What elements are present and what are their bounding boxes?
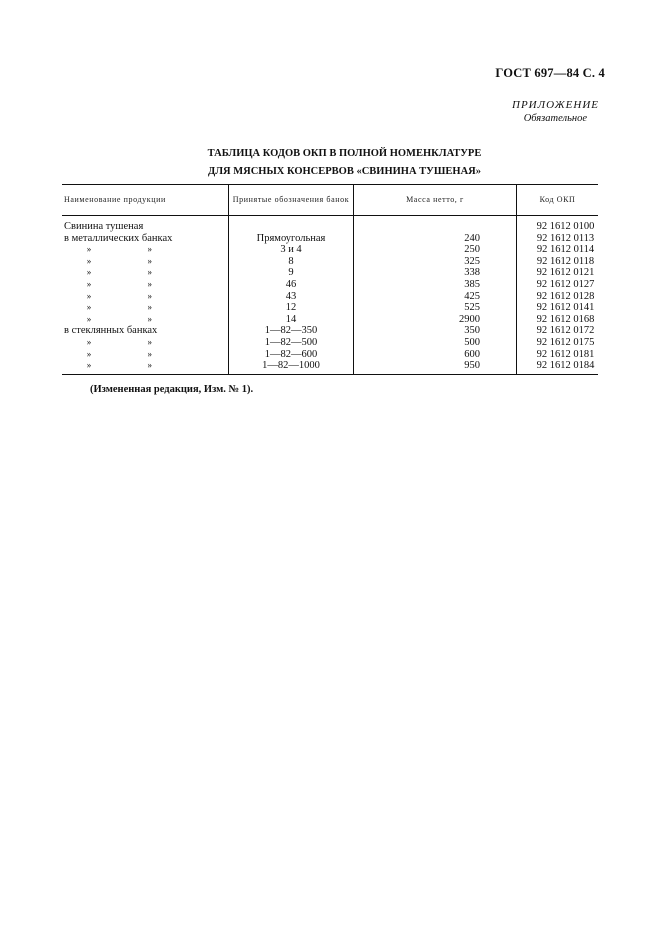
cell-product-name [62, 279, 229, 291]
ditto-mark: » [86, 302, 92, 313]
cell-can-designation: 12 [229, 302, 354, 314]
cell-product-name: в стеклянных банках [64, 325, 158, 337]
table-title-line-1: ТАБЛИЦА КОДОВ ОКП В ПОЛНОЙ НОМЕНКЛАТУРЕ [207, 148, 482, 159]
cell-net-mass: 600 [354, 349, 517, 361]
table-row [62, 325, 598, 337]
cell-net-mass: 240 [354, 233, 517, 245]
ditto-mark: » [147, 360, 152, 371]
cell-can-designation: 46 [229, 279, 354, 291]
cell-net-mass: 425 [354, 291, 517, 303]
ditto-mark: » [86, 290, 92, 301]
cell-net-mass: 350 [354, 325, 517, 337]
table-row [62, 360, 598, 374]
table-row [62, 337, 598, 349]
ditto-mark: » [147, 255, 152, 266]
cell-net-mass: 525 [354, 302, 517, 314]
cell-okp-code: 92 1612 0141 [517, 302, 599, 314]
column-header-okp-code: Код ОКП [517, 185, 599, 216]
cell-net-mass [354, 216, 517, 233]
ditto-mark: » [147, 244, 152, 255]
table-row [62, 291, 598, 303]
ditto-mark: » [86, 267, 92, 278]
cell-product-name [62, 302, 229, 314]
ditto-mark: » [86, 360, 92, 371]
cell-okp-code: 92 1612 0121 [517, 267, 599, 279]
table-row [62, 267, 598, 279]
cell-can-designation: 1—82—600 [229, 349, 354, 361]
cell-okp-code: 92 1612 0168 [517, 314, 599, 326]
cell-can-designation: 1—82—1000 [229, 360, 354, 374]
cell-can-designation: 1—82—500 [229, 337, 354, 349]
cell-okp-code: 92 1612 0172 [517, 325, 599, 337]
cell-net-mass: 250 [354, 244, 517, 256]
cell-net-mass: 325 [354, 256, 517, 268]
cell-okp-code: 92 1612 0127 [517, 279, 599, 291]
cell-okp-code: 92 1612 0100 [517, 216, 599, 233]
table-row [62, 216, 598, 233]
cell-product-name [62, 314, 229, 326]
okp-codes-table [62, 184, 598, 375]
cell-can-designation: 9 [229, 267, 354, 279]
amendment-note: (Измененная редакция, Изм. № 1). [90, 384, 254, 395]
cell-okp-code: 92 1612 0175 [517, 337, 599, 349]
cell-okp-code: 92 1612 0128 [517, 291, 599, 303]
cell-net-mass: 500 [354, 337, 517, 349]
cell-net-mass: 2900 [354, 314, 517, 326]
ditto-mark: » [147, 278, 152, 289]
cell-okp-code: 92 1612 0181 [517, 349, 599, 361]
ditto-mark: » [86, 244, 92, 255]
table-body [62, 216, 598, 375]
cell-okp-code: 92 1612 0118 [517, 256, 599, 268]
table-header-row [62, 185, 598, 216]
cell-product-name [62, 244, 229, 256]
ditto-mark: » [86, 255, 92, 266]
column-header-net-mass: Масса нетто, г [354, 185, 517, 216]
cell-can-designation: 1—82—350 [229, 325, 354, 337]
cell-product-name: Свинина тушеная [64, 221, 144, 232]
cell-net-mass: 338 [354, 267, 517, 279]
table-row [62, 349, 598, 361]
cell-can-designation: 8 [229, 256, 354, 268]
ditto-mark: » [147, 348, 152, 359]
cell-product-name: в металлических банках [64, 232, 173, 244]
cell-product-name [62, 337, 229, 349]
cell-net-mass: 950 [354, 360, 517, 374]
cell-net-mass: 385 [354, 279, 517, 291]
table-row [62, 279, 598, 291]
cell-can-designation: 43 [229, 291, 354, 303]
appendix-subtitle: Обязательное [523, 113, 587, 124]
column-header-product-name: Наименование продукции [62, 185, 229, 216]
cell-okp-code: 92 1612 0114 [517, 244, 599, 256]
ditto-mark: » [86, 348, 92, 359]
cell-product-name [62, 360, 229, 374]
ditto-mark: » [147, 313, 152, 324]
table-row [62, 302, 598, 314]
cell-okp-code: 92 1612 0113 [517, 233, 599, 245]
ditto-mark: » [147, 290, 152, 301]
ditto-mark: » [147, 336, 152, 347]
cell-can-designation [229, 216, 354, 233]
table-title-line-2: ДЛЯ МЯСНЫХ КОНСЕРВОВ «СВИНИНА ТУШЕНАЯ» [207, 166, 482, 177]
table-row [62, 256, 598, 268]
cell-okp-code: 92 1612 0184 [517, 360, 599, 374]
column-header-can-designation: Принятые обозначения банок [229, 185, 354, 216]
table-title [0, 145, 661, 181]
table-row [62, 233, 598, 245]
cell-product-name [62, 267, 229, 279]
appendix-block [512, 99, 599, 125]
cell-can-designation: Прямоугольная [229, 233, 354, 245]
appendix-title: ПРИЛОЖЕНИЕ [512, 99, 599, 111]
cell-can-designation: 14 [229, 314, 354, 326]
cell-can-designation: 3 и 4 [229, 244, 354, 256]
ditto-mark: » [147, 267, 152, 278]
ditto-mark: » [86, 336, 92, 347]
cell-product-name [62, 291, 229, 303]
table-row [62, 314, 598, 326]
cell-product-name [62, 256, 229, 268]
table-row [62, 244, 598, 256]
ditto-mark: » [147, 302, 152, 313]
ditto-mark: » [86, 313, 92, 324]
ditto-mark: » [86, 278, 92, 289]
cell-product-name [62, 349, 229, 361]
page-header: ГОСТ 697—84 С. 4 [495, 66, 605, 80]
